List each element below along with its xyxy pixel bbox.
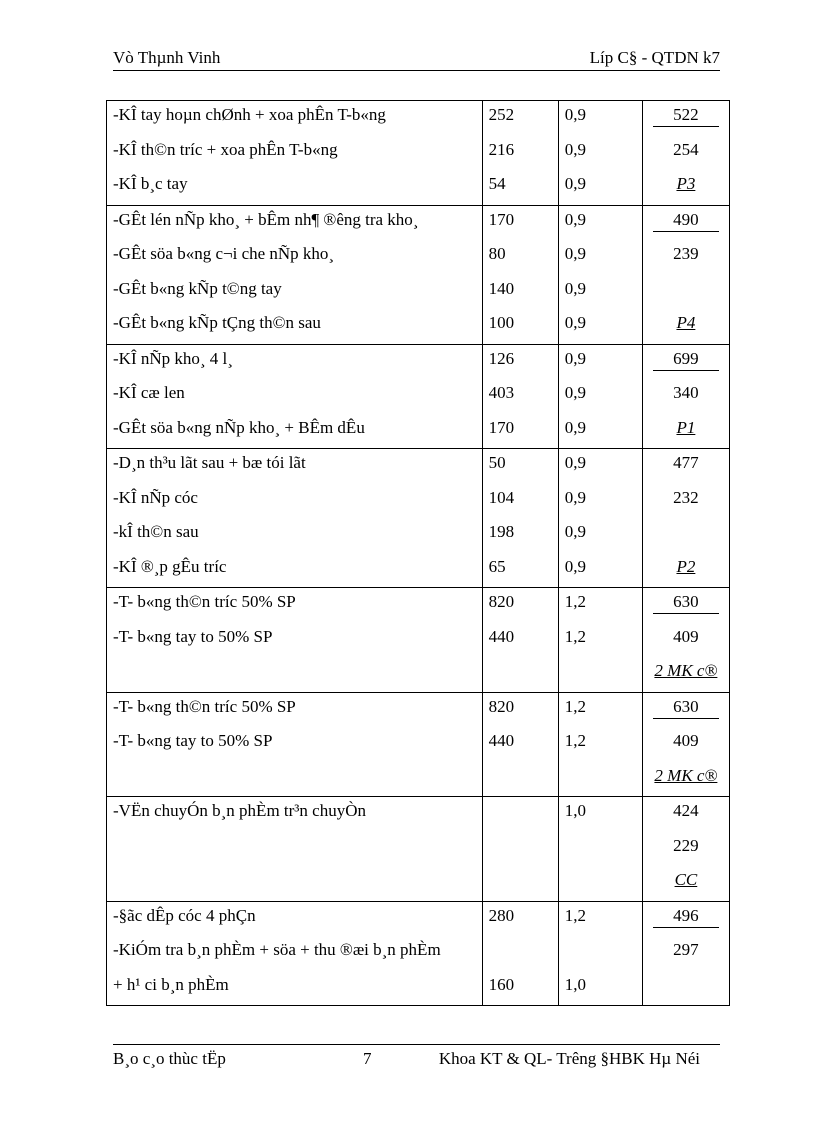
task-cell-text: -KÎ ®¸p gÊu tríc [113,556,227,576]
table-row-group [107,101,730,206]
result-cell [642,901,729,1006]
task-cell-line [107,379,482,414]
task-cell [107,901,483,1006]
result-cell-line [643,902,729,937]
coefficient-cell [558,692,642,797]
task-cell [107,101,483,206]
task-cell-text: -GÊt b«ng kÑp tÇng th©n sau [113,313,321,332]
coefficient-cell-line [559,101,642,136]
task-cell-text: -T- b«ng tay to 50% SP [113,731,273,750]
task-cell-line [107,275,482,310]
task-cell-line [107,623,482,658]
result-cell-text: 409 [673,731,699,750]
time-cell [482,101,558,206]
task-cell [107,449,483,588]
coefficient-cell-line [559,309,642,344]
task-cell-line [107,309,482,344]
result-cell [642,588,729,693]
task-cell-text: -KÎ tay hoµn chØnh + xoa phÊn T-b«ng [113,105,386,124]
task-cell-text: -GÊt söa b«ng nÑp kho¸ + BÊm dÊu [113,417,365,437]
coefficient-cell-text: 0,9 [564,383,586,402]
task-cell-line [107,240,482,275]
time-cell-line [483,902,558,937]
coefficient-cell-line [559,449,642,484]
coefficient-cell-line [559,414,642,449]
task-cell-line [107,553,482,588]
task-cell [107,344,483,449]
task-cell-text: -KÎ nÑp kho¸ 4 l¸ [113,348,233,368]
coefficient-cell [558,449,642,588]
time-cell-line [483,449,558,484]
task-cell-line [107,866,482,901]
time-cell-text: 820 [488,592,515,611]
time-cell [482,205,558,344]
result-cell-line [643,693,729,728]
time-cell-line [483,623,558,658]
result-cell-text: 630 [653,591,719,614]
result-cell-text: 254 [673,139,699,159]
time-cell-text: 403 [488,383,515,402]
table-row-group [107,692,730,797]
coefficient-cell [558,797,642,902]
task-cell-line [107,170,482,205]
time-cell-text: 65 [488,556,506,576]
result-cell-text: P3 [676,174,696,193]
coefficient-cell-text: 0,9 [564,417,586,437]
result-cell [642,101,729,206]
footer-faculty: Khoa KT & QL- Trêng §HBK Hµ Néi [438,1049,700,1068]
task-cell-text: -KÎ cæ len [113,383,185,402]
coefficient-cell-text: 1,2 [564,592,586,611]
result-cell-text: 2 MK c® [654,765,718,785]
task-cell-line [107,971,482,1006]
time-cell-line [483,727,558,762]
task-cell-line [107,345,482,380]
time-cell-line [483,797,558,832]
time-cell [482,344,558,449]
page-number: 7 [363,1049,372,1068]
result-cell [642,692,729,797]
result-cell-text: 630 [653,696,719,719]
result-cell-line [643,553,729,588]
time-cell-line [483,832,558,867]
task-cell-line [107,727,482,762]
coefficient-cell-text: 0,9 [564,105,586,124]
coefficient-cell-text: 1,0 [564,801,586,820]
page-header [113,48,720,71]
task-cell-line [107,414,482,449]
result-cell-line [643,657,729,692]
result-cell-text: 2 MK c® [654,661,718,680]
coefficient-cell-text: 0,9 [564,313,586,332]
table-row-group [107,901,730,1006]
result-cell-text: 239 [673,244,699,263]
time-cell-line [483,657,558,692]
time-cell-line [483,553,558,588]
time-cell-line [483,762,558,797]
task-cell-line [107,101,482,136]
coefficient-cell-text: 0,9 [564,139,586,159]
result-cell-text: 424 [673,801,699,820]
result-cell-line [643,588,729,623]
result-cell-line [643,170,729,205]
header-class: Líp C§ - QTDN k7 [589,48,720,67]
coefficient-cell-line [559,762,642,797]
result-cell-text: 232 [673,487,699,507]
coefficient-cell-line [559,170,642,205]
result-cell-text: 522 [653,104,719,127]
task-cell-line [107,936,482,971]
coefficient-cell [558,344,642,449]
task-cell-text: -GÊt söa b«ng c¬i che nÑp kho¸ [113,244,335,263]
result-cell-line [643,275,729,310]
result-cell-line [643,762,729,797]
result-cell-text: 297 [673,940,699,959]
task-cell-line [107,136,482,171]
task-cell-line [107,693,482,728]
result-cell-text: P2 [676,556,696,576]
task-cell-line [107,902,482,937]
task-cell-text: -T- b«ng tay to 50% SP [113,626,273,646]
result-cell-line [643,518,729,553]
result-cell [642,449,729,588]
result-cell-text: 496 [653,905,719,928]
task-cell-text: -VËn chuyÓn b¸n phÈm tr³n chuyÒn [113,801,366,820]
table-row-group [107,449,730,588]
coefficient-cell-text: 1,2 [564,696,586,716]
result-cell-line [643,971,729,1006]
task-cell-text: -KÎ th©n tríc + xoa phÊn T-b«ng [113,139,338,159]
task-cell-line [107,484,482,519]
header-author: Vò Thµnh Vinh [113,48,221,67]
task-cell-line [107,588,482,623]
time-cell-text: 440 [488,731,515,750]
result-cell-line [643,309,729,344]
result-cell [642,797,729,902]
time-cell-text: 100 [488,313,515,332]
result-cell-line [643,101,729,136]
coefficient-cell-line [559,553,642,588]
task-cell-text: -GÊt b«ng kÑp t©ng tay [113,278,282,298]
coefficient-cell-line [559,693,642,728]
result-cell-line [643,797,729,832]
time-cell-text: 440 [488,626,515,646]
result-cell-text: P1 [676,417,696,437]
task-cell-text: -KÎ nÑp cóc [113,487,198,507]
coefficient-cell-line [559,902,642,937]
time-cell-text: 170 [488,417,515,437]
time-cell [482,588,558,693]
table-row-group [107,797,730,902]
task-cell-line [107,657,482,692]
task-cell-text: -T- b«ng th©n tríc 50% SP [113,696,296,716]
result-cell-line [643,936,729,971]
time-cell-text: 216 [488,139,515,159]
coefficient-cell-line [559,518,642,553]
coefficient-cell-line [559,275,642,310]
page-footer [113,1044,720,1071]
result-cell-line [643,345,729,380]
task-cell-text: -D¸n th³u lãt sau + bæ tói lãt [113,453,306,472]
time-cell [482,449,558,588]
coefficient-cell [558,205,642,344]
task-cell-text: -T- b«ng th©n tríc 50% SP [113,592,296,611]
time-cell-line [483,136,558,171]
time-cell-text: 104 [488,487,515,507]
coefficient-cell-line [559,240,642,275]
coefficient-cell-line [559,136,642,171]
table-row-group [107,588,730,693]
time-cell [482,692,558,797]
task-cell-line [107,832,482,867]
task-cell [107,205,483,344]
task-cell-text: -§ãc dÊp cóc 4 phÇn [113,905,256,925]
coefficient-cell-line [559,797,642,832]
coefficient-cell-line [559,623,642,658]
coefficient-cell-line [559,379,642,414]
result-cell-text: 699 [653,348,719,371]
time-cell-line [483,518,558,553]
result-cell-line [643,832,729,867]
coefficient-cell-text: 1,0 [564,974,586,994]
time-cell-text: 54 [488,174,506,193]
result-cell-line [643,727,729,762]
result-cell-line [643,484,729,519]
coefficient-cell-text: 0,9 [564,556,586,576]
coefficient-cell-text: 0,9 [564,278,586,298]
time-cell-line [483,101,558,136]
time-cell-line [483,170,558,205]
result-cell-text: CC [674,870,698,889]
task-cell-line [107,449,482,484]
task-cell-line [107,518,482,553]
time-cell-line [483,588,558,623]
time-cell-line [483,275,558,310]
time-cell-text: 140 [488,278,515,298]
time-cell-line [483,379,558,414]
coefficient-cell-line [559,657,642,692]
task-cell-text: + h¹ ci b¸n phÈm [113,974,229,994]
table-row-group [107,344,730,449]
coefficient-cell-line [559,727,642,762]
footer-title: B¸o c¸o thùc tËp [113,1049,226,1068]
time-cell-text: 80 [488,244,506,263]
task-cell-line [107,206,482,241]
coefficient-cell-line [559,588,642,623]
task-cell [107,797,483,902]
coefficient-cell-line [559,345,642,380]
task-cell-line [107,762,482,797]
task-cell [107,692,483,797]
task-cell-text: -KÎ b¸c tay [113,174,188,193]
table-row-group [107,205,730,344]
coefficient-cell-line [559,832,642,867]
result-cell-line [643,379,729,414]
time-cell-line [483,345,558,380]
operations-table [106,100,730,1006]
time-cell-line [483,866,558,901]
time-cell-line [483,484,558,519]
coefficient-cell-text: 0,9 [564,522,586,541]
coefficient-cell-line [559,484,642,519]
result-cell-text: P4 [676,313,696,332]
result-cell [642,344,729,449]
coefficient-cell-text: 0,9 [564,174,586,193]
result-cell-text: 409 [673,626,699,646]
time-cell-line [483,240,558,275]
result-cell-line [643,414,729,449]
task-cell-text: -GÊt lén nÑp kho¸ + bÊm nh¶ ®êng tra kho¸ [113,209,419,229]
task-cell-text: -kÎ th©n sau [113,522,199,541]
time-cell-text: 820 [488,696,515,716]
coefficient-cell [558,101,642,206]
coefficient-cell-text: 0,9 [564,348,586,368]
coefficient-cell-text: 1,2 [564,905,586,925]
result-cell-text: 340 [673,383,699,402]
time-cell-line [483,414,558,449]
time-cell-line [483,936,558,971]
time-cell-line [483,309,558,344]
time-cell-text: 252 [488,105,515,124]
coefficient-cell-text: 1,2 [564,626,586,646]
time-cell-text: 126 [488,348,515,368]
time-cell-line [483,206,558,241]
task-cell-line [107,797,482,832]
result-cell-text: 477 [673,453,699,472]
coefficient-cell-text: 1,2 [564,731,586,750]
time-cell-text: 50 [488,453,506,472]
time-cell [482,901,558,1006]
coefficient-cell-text: 0,9 [564,487,586,507]
time-cell-text: 170 [488,209,515,229]
coefficient-cell-line [559,206,642,241]
coefficient-cell-text: 0,9 [564,453,586,472]
result-cell-line [643,866,729,901]
task-cell [107,588,483,693]
coefficient-cell-line [559,866,642,901]
coefficient-cell [558,901,642,1006]
result-cell-text: 490 [653,209,719,232]
time-cell-text: 198 [488,522,515,541]
task-cell-text: -KiÓm tra b¸n phÈm + söa + thu ®æi b¸n phÈm [113,940,441,959]
result-cell-line [643,206,729,241]
coefficient-cell-text: 0,9 [564,209,586,229]
result-cell [642,205,729,344]
time-cell-text: 160 [488,974,515,994]
time-cell-text: 280 [488,905,515,925]
time-cell-line [483,693,558,728]
result-cell-line [643,240,729,275]
result-cell-line [643,623,729,658]
time-cell [482,797,558,902]
coefficient-cell-line [559,971,642,1006]
result-cell-text: 229 [673,835,699,855]
coefficient-cell [558,588,642,693]
coefficient-cell-text: 0,9 [564,244,586,263]
time-cell-line [483,971,558,1006]
result-cell-line [643,136,729,171]
coefficient-cell-line [559,936,642,971]
result-cell-line [643,449,729,484]
